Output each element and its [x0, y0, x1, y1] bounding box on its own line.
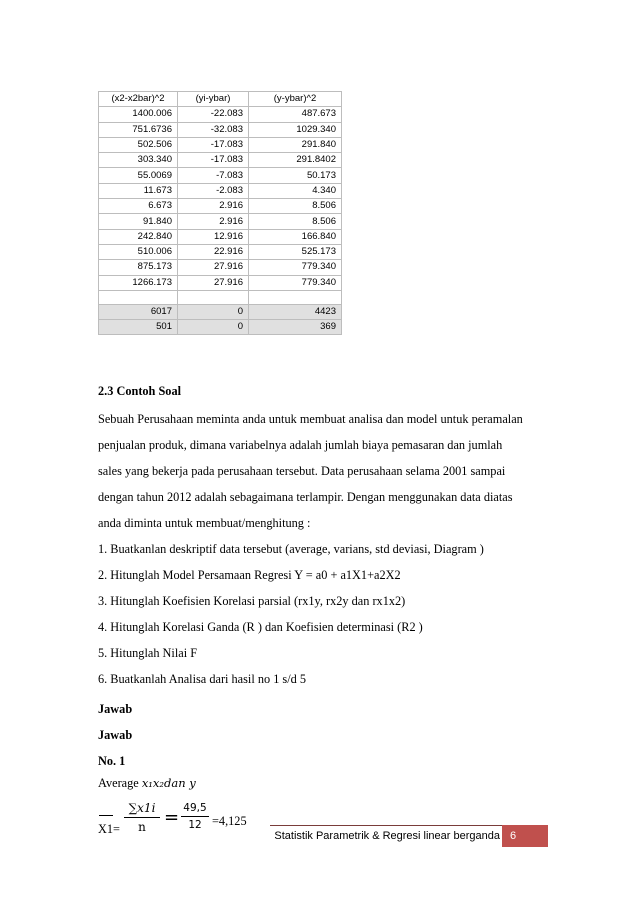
- table-cell: 4.340: [249, 183, 342, 198]
- table-cell: 487.673: [249, 107, 342, 122]
- table-cell: 291.8402: [249, 153, 342, 168]
- fraction-sum: [124, 801, 160, 834]
- fraction-bar: [181, 816, 209, 817]
- equals-sign: =: [164, 807, 180, 828]
- table-row: [99, 153, 342, 168]
- table-cell: 779.340: [249, 260, 342, 275]
- column-header: (y-ybar)^2: [249, 92, 342, 107]
- table-cell: 50.173: [249, 168, 342, 183]
- average-line: [98, 776, 196, 791]
- table-cell: 242.840: [99, 229, 178, 244]
- table-row: [99, 122, 342, 137]
- paragraph-line: penjualan produk, dimana variabelnya adalah jumlah biaya pemasaran dan jumlah: [98, 438, 503, 452]
- table-cell: 8.506: [249, 199, 342, 214]
- total-row: [99, 320, 342, 335]
- table-cell: 2.916: [178, 214, 249, 229]
- formula-result: =4,125: [212, 814, 247, 828]
- table-cell: 0: [178, 304, 249, 319]
- list-item: 4. Hitunglah Korelasi Ganda (R ) dan Koefisien determinasi (R2 ): [98, 620, 423, 634]
- table-cell: 291.840: [249, 137, 342, 152]
- table-cell: 875.173: [99, 260, 178, 275]
- table-cell: -7.083: [178, 168, 249, 183]
- table-header-row: [99, 92, 342, 107]
- table-row: [99, 260, 342, 275]
- list-item: 5. Hitunglah Nilai F: [98, 646, 198, 660]
- footer-title: Statistik Parametrik & Regresi linear berganda: [274, 830, 500, 842]
- table-cell: 2.916: [178, 199, 249, 214]
- answer-heading: Jawab: [98, 728, 133, 742]
- total-row: [99, 304, 342, 319]
- average-label: Average: [98, 776, 142, 790]
- table-cell: 751.6736: [99, 122, 178, 137]
- list-item: 6. Buatkanlah Analisa dari hasil no 1 s/d 5: [98, 672, 306, 686]
- section-heading: 2.3 Contoh Soal: [98, 384, 182, 398]
- table-row: [99, 183, 342, 198]
- deviation-table: [98, 91, 342, 335]
- table-row: [99, 137, 342, 152]
- table-cell: 779.340: [249, 275, 342, 290]
- page-number: 6: [502, 825, 548, 847]
- table-cell: 501: [99, 320, 178, 335]
- table-cell: 91.840: [99, 214, 178, 229]
- table-row: [99, 199, 342, 214]
- table-cell: 27.916: [178, 275, 249, 290]
- table-cell: 6.673: [99, 199, 178, 214]
- paragraph-line: anda diminta untuk membuat/menghitung :: [98, 516, 311, 530]
- average-math: x₁x₂dan y: [141, 776, 196, 790]
- mean-formula: [98, 800, 298, 856]
- table-row: [99, 214, 342, 229]
- table-cell: 0: [178, 320, 249, 335]
- column-header: (x2-x2bar)^2: [99, 92, 178, 107]
- list-item: 2. Hitunglah Model Persamaan Regresi Y = a0 + a1X1+a2X2: [98, 568, 401, 582]
- footer-divider: [270, 825, 502, 826]
- column-header: (yi-ybar): [178, 92, 249, 107]
- table-cell: 369: [249, 320, 342, 335]
- paragraph-line: dengan tahun 2012 adalah sebagaimana terlampir. Dengan menggunakan data diatas: [98, 490, 513, 504]
- table-cell: 303.340: [99, 153, 178, 168]
- table-cell: 1266.173: [99, 275, 178, 290]
- table-cell: [249, 290, 342, 304]
- table-cell: 22.916: [178, 244, 249, 259]
- table-cell: 4423: [249, 304, 342, 319]
- table-cell: 510.006: [99, 244, 178, 259]
- table-row: [99, 107, 342, 122]
- table-cell: 11.673: [99, 183, 178, 198]
- answer-heading: Jawab: [98, 702, 133, 716]
- table-row: [99, 168, 342, 183]
- table-cell: 12.916: [178, 229, 249, 244]
- table-cell: 8.506: [249, 214, 342, 229]
- table-cell: 1029.340: [249, 122, 342, 137]
- paragraph-line: sales yang bekerja pada perusahaan tersebut. Data perusahaan selama 2001 sampai: [98, 464, 506, 478]
- table-cell: -2.083: [178, 183, 249, 198]
- fraction-numerator: 49,5: [183, 802, 207, 814]
- fraction-bar: [124, 817, 160, 818]
- fraction-numerator: ∑x1i: [128, 801, 156, 815]
- number-heading: No. 1: [98, 754, 126, 768]
- blank-row: [99, 290, 342, 304]
- table-cell: -22.083: [178, 107, 249, 122]
- table-cell: -17.083: [178, 153, 249, 168]
- table-cell: 166.840: [249, 229, 342, 244]
- table-cell: [178, 290, 249, 304]
- table-cell: [99, 290, 178, 304]
- table-cell: 502.506: [99, 137, 178, 152]
- table-cell: 6017: [99, 304, 178, 319]
- table-cell: 1400.006: [99, 107, 178, 122]
- table-cell: -32.083: [178, 122, 249, 137]
- formula-lhs: X1=: [98, 822, 120, 836]
- table-cell: -17.083: [178, 137, 249, 152]
- table-row: [99, 275, 342, 290]
- table-row: [99, 244, 342, 259]
- table-cell: 27.916: [178, 260, 249, 275]
- overline: [99, 815, 113, 816]
- list-item: 3. Hitunglah Koefisien Korelasi parsial (rx1y, rx2y dan rx1x2): [98, 594, 406, 608]
- fraction-denominator: 12: [188, 819, 202, 831]
- paragraph-line: Sebuah Perusahaan meminta anda untuk membuat analisa dan model untuk peramalan: [98, 412, 523, 426]
- list-item: 1. Buatkanlan deskriptif data tersebut (average, varians, std deviasi, Diagram ): [98, 542, 484, 556]
- table-row: [99, 229, 342, 244]
- fraction-denominator: n: [138, 820, 146, 834]
- table-cell: 525.173: [249, 244, 342, 259]
- fraction-values: [181, 802, 209, 831]
- table-cell: 55.0069: [99, 168, 178, 183]
